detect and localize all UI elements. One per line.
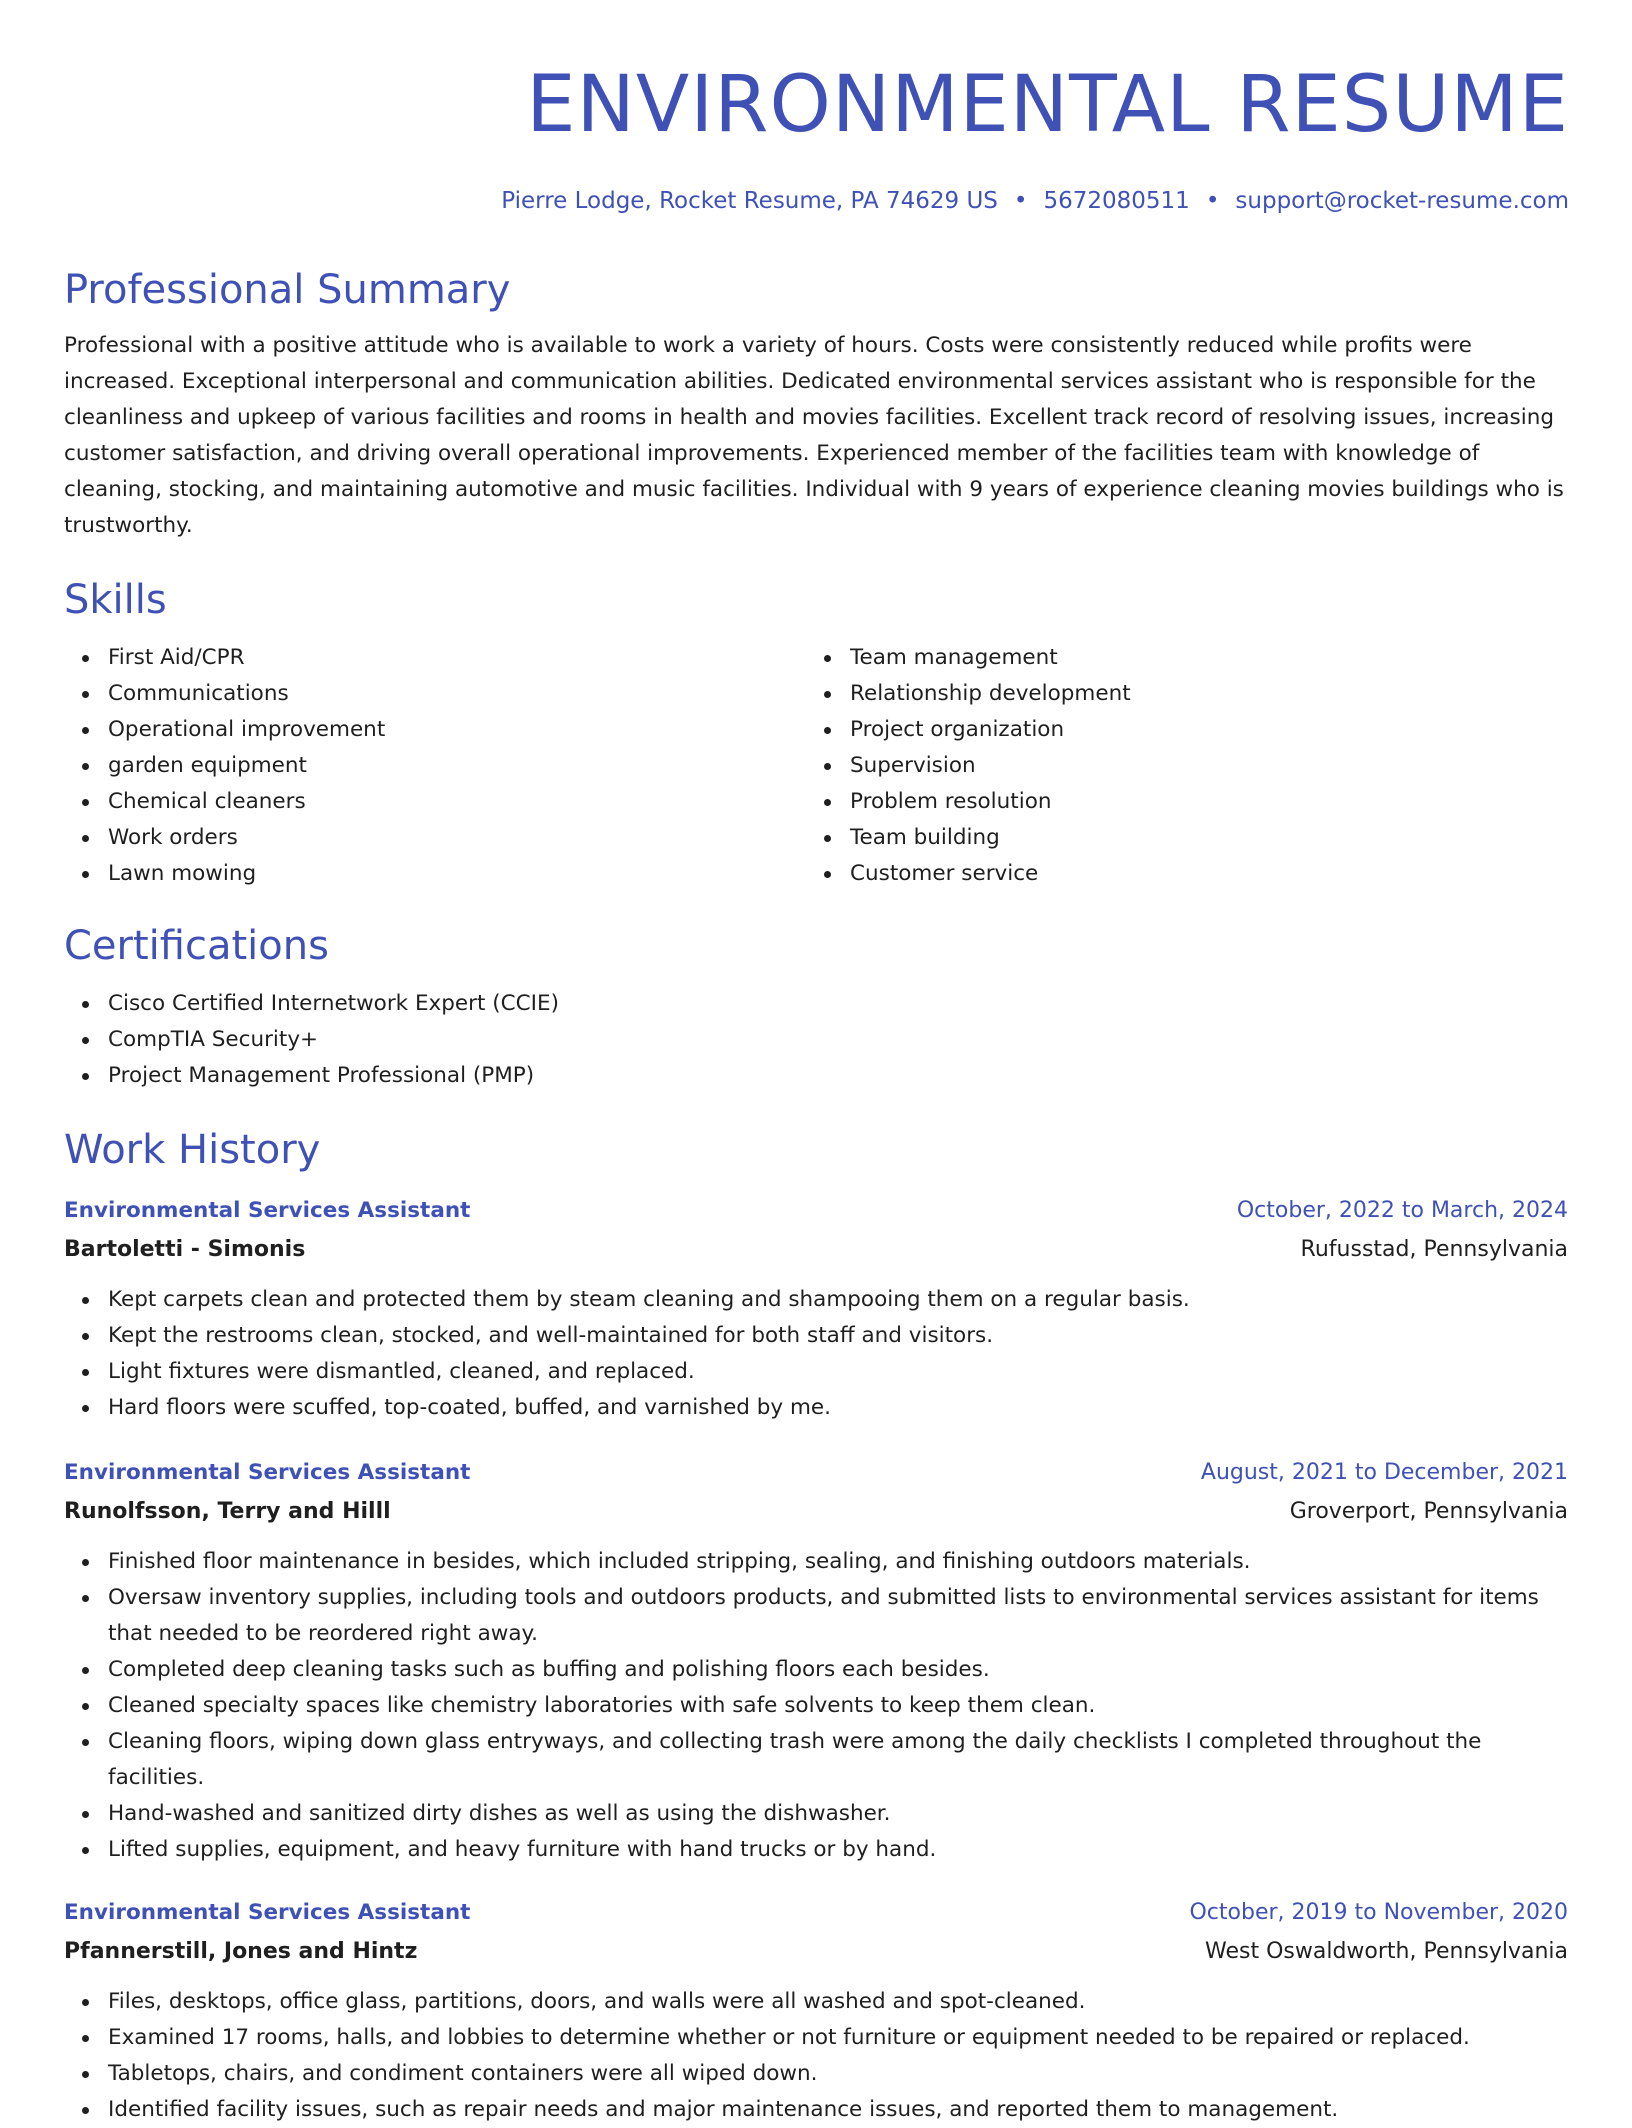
job-duty: Lifted supplies, equipment, and heavy furniture with hand trucks or by hand. bbox=[108, 1832, 1568, 1868]
contact-separator: • bbox=[1013, 188, 1028, 214]
skills-columns bbox=[64, 640, 1568, 892]
job-title: Environmental Services Assistant bbox=[64, 1198, 471, 1223]
skill-item: Customer service bbox=[850, 856, 1548, 892]
resume-header bbox=[501, 50, 1569, 214]
skill-item: Chemical cleaners bbox=[108, 784, 806, 820]
work-history-heading: Work History bbox=[64, 1127, 321, 1173]
certification-item: Cisco Certified Internetwork Expert (CCIE) bbox=[108, 986, 1568, 1022]
job-duties bbox=[64, 1544, 1568, 1868]
skill-item: Operational improvement bbox=[108, 712, 806, 748]
job-duty: Kept carpets clean and protected them by steam cleaning and shampooing them on a regular basis. bbox=[108, 1282, 1568, 1318]
work-history-section bbox=[64, 1122, 1568, 2128]
job-company: Runolfsson, Terry and Hilll bbox=[64, 1499, 391, 1524]
skills-list-right bbox=[806, 640, 1548, 892]
job-entry bbox=[64, 1454, 1568, 1868]
job-duty: Light fixtures were dismantled, cleaned, and replaced. bbox=[108, 1354, 1568, 1390]
summary-text: Professional with a positive attitude who is available to work a variety of hours. Costs were consistently reduced while profits were increased. Exceptional interpersonal and communication abilities. Dedicated environmental services assistant who is responsible for the cleanliness and upkeep of various facilities and rooms in health and movies facilities. Excellent track record of resolving issues, increasing customer satisfaction, and driving overall operational improvements. Experienced member of the facilities team with knowledge of cleaning, stocking, and maintaining automotive and music facilities. Individual with 9 years of experience cleaning movies buildings who is trustworthy. bbox=[64, 333, 1564, 538]
skill-item: First Aid/CPR bbox=[108, 640, 806, 676]
summary-heading: Professional Summary bbox=[64, 267, 511, 313]
job-duty: Kept the restrooms clean, stocked, and well-maintained for both staff and visitors. bbox=[108, 1318, 1568, 1354]
job-duties bbox=[64, 1282, 1568, 1426]
job-company: Bartoletti - Simonis bbox=[64, 1237, 306, 1262]
job-duty: Cleaning floors, wiping down glass entryways, and collecting trash were among the daily checklists I completed throughout the facilities. bbox=[108, 1724, 1568, 1796]
job-entry bbox=[64, 1894, 1568, 2128]
skills-list-left bbox=[64, 640, 806, 892]
job-duty: Files, desktops, office glass, partitions, doors, and walls were all washed and spot-cleaned. bbox=[108, 1984, 1568, 2020]
job-location: Rufusstad, Pennsylvania bbox=[1300, 1237, 1568, 1262]
contact-phone: 5672080511 bbox=[1043, 188, 1190, 214]
skill-item: garden equipment bbox=[108, 748, 806, 784]
job-title: Environmental Services Assistant bbox=[64, 1900, 471, 1925]
job-company: Pfannerstill, Jones and Hintz bbox=[64, 1939, 418, 1964]
job-header bbox=[64, 1894, 1568, 1932]
job-dates: October, 2022 to March, 2024 bbox=[1236, 1198, 1568, 1223]
job-duty: Identified facility issues, such as repair needs and major maintenance issues, and reported them to management. bbox=[108, 2092, 1568, 2128]
summary-section bbox=[64, 262, 1568, 544]
job-header bbox=[64, 1454, 1568, 1492]
resume-title: ENVIRONMENTAL RESUME bbox=[526, 60, 1569, 150]
job-location: Groverport, Pennsylvania bbox=[1289, 1499, 1568, 1524]
job-dates: October, 2019 to November, 2020 bbox=[1189, 1900, 1568, 1925]
job-location: West Oswaldworth, Pennsylvania bbox=[1205, 1939, 1568, 1964]
job-duty: Completed deep cleaning tasks such as buffing and polishing floors each besides. bbox=[108, 1652, 1568, 1688]
skills-section bbox=[64, 572, 1568, 892]
job-duty: Hand-washed and sanitized dirty dishes as well as using the dishwasher. bbox=[108, 1796, 1568, 1832]
certification-item: Project Management Professional (PMP) bbox=[108, 1058, 1568, 1094]
job-entry bbox=[64, 1192, 1568, 1426]
job-duty: Tabletops, chairs, and condiment containers were all wiped down. bbox=[108, 2056, 1568, 2092]
skill-item: Work orders bbox=[108, 820, 806, 856]
skill-item: Problem resolution bbox=[850, 784, 1548, 820]
job-duty: Finished floor maintenance in besides, which included stripping, sealing, and finishing outdoors materials. bbox=[108, 1544, 1568, 1580]
skill-item: Team building bbox=[850, 820, 1548, 856]
certification-item: CompTIA Security+ bbox=[108, 1022, 1568, 1058]
skills-heading: Skills bbox=[64, 577, 167, 623]
job-subheader bbox=[64, 1230, 1568, 1270]
skill-item: Lawn mowing bbox=[108, 856, 806, 892]
job-duty: Examined 17 rooms, halls, and lobbies to determine whether or not furniture or equipment needed to be repaired or replaced. bbox=[108, 2020, 1568, 2056]
skill-item: Relationship development bbox=[850, 676, 1548, 712]
job-duties bbox=[64, 1984, 1568, 2128]
skill-item: Supervision bbox=[850, 748, 1548, 784]
contact-email[interactable]: support@rocket-resume.com bbox=[1235, 188, 1569, 214]
job-subheader bbox=[64, 1492, 1568, 1532]
certifications-heading: Certifications bbox=[64, 923, 329, 969]
job-dates: August, 2021 to December, 2021 bbox=[1200, 1460, 1568, 1485]
resume-body bbox=[64, 262, 1568, 2128]
job-header bbox=[64, 1192, 1568, 1230]
job-title: Environmental Services Assistant bbox=[64, 1460, 471, 1485]
certifications-section bbox=[64, 918, 1568, 1094]
contact-address: Pierre Lodge, Rocket Resume, PA 74629 US bbox=[501, 188, 998, 214]
job-subheader bbox=[64, 1932, 1568, 1972]
certifications-list bbox=[64, 986, 1568, 1094]
job-duty: Hard floors were scuffed, top-coated, buffed, and varnished by me. bbox=[108, 1390, 1568, 1426]
contact-line bbox=[501, 188, 1569, 214]
skill-item: Communications bbox=[108, 676, 806, 712]
skill-item: Project organization bbox=[850, 712, 1548, 748]
skill-item: Team management bbox=[850, 640, 1548, 676]
job-duty: Cleaned specialty spaces like chemistry laboratories with safe solvents to keep them clean. bbox=[108, 1688, 1568, 1724]
contact-separator: • bbox=[1205, 188, 1220, 214]
job-duty: Oversaw inventory supplies, including tools and outdoors products, and submitted lists to environmental services assistant for items that needed to be reordered right away. bbox=[108, 1580, 1568, 1652]
